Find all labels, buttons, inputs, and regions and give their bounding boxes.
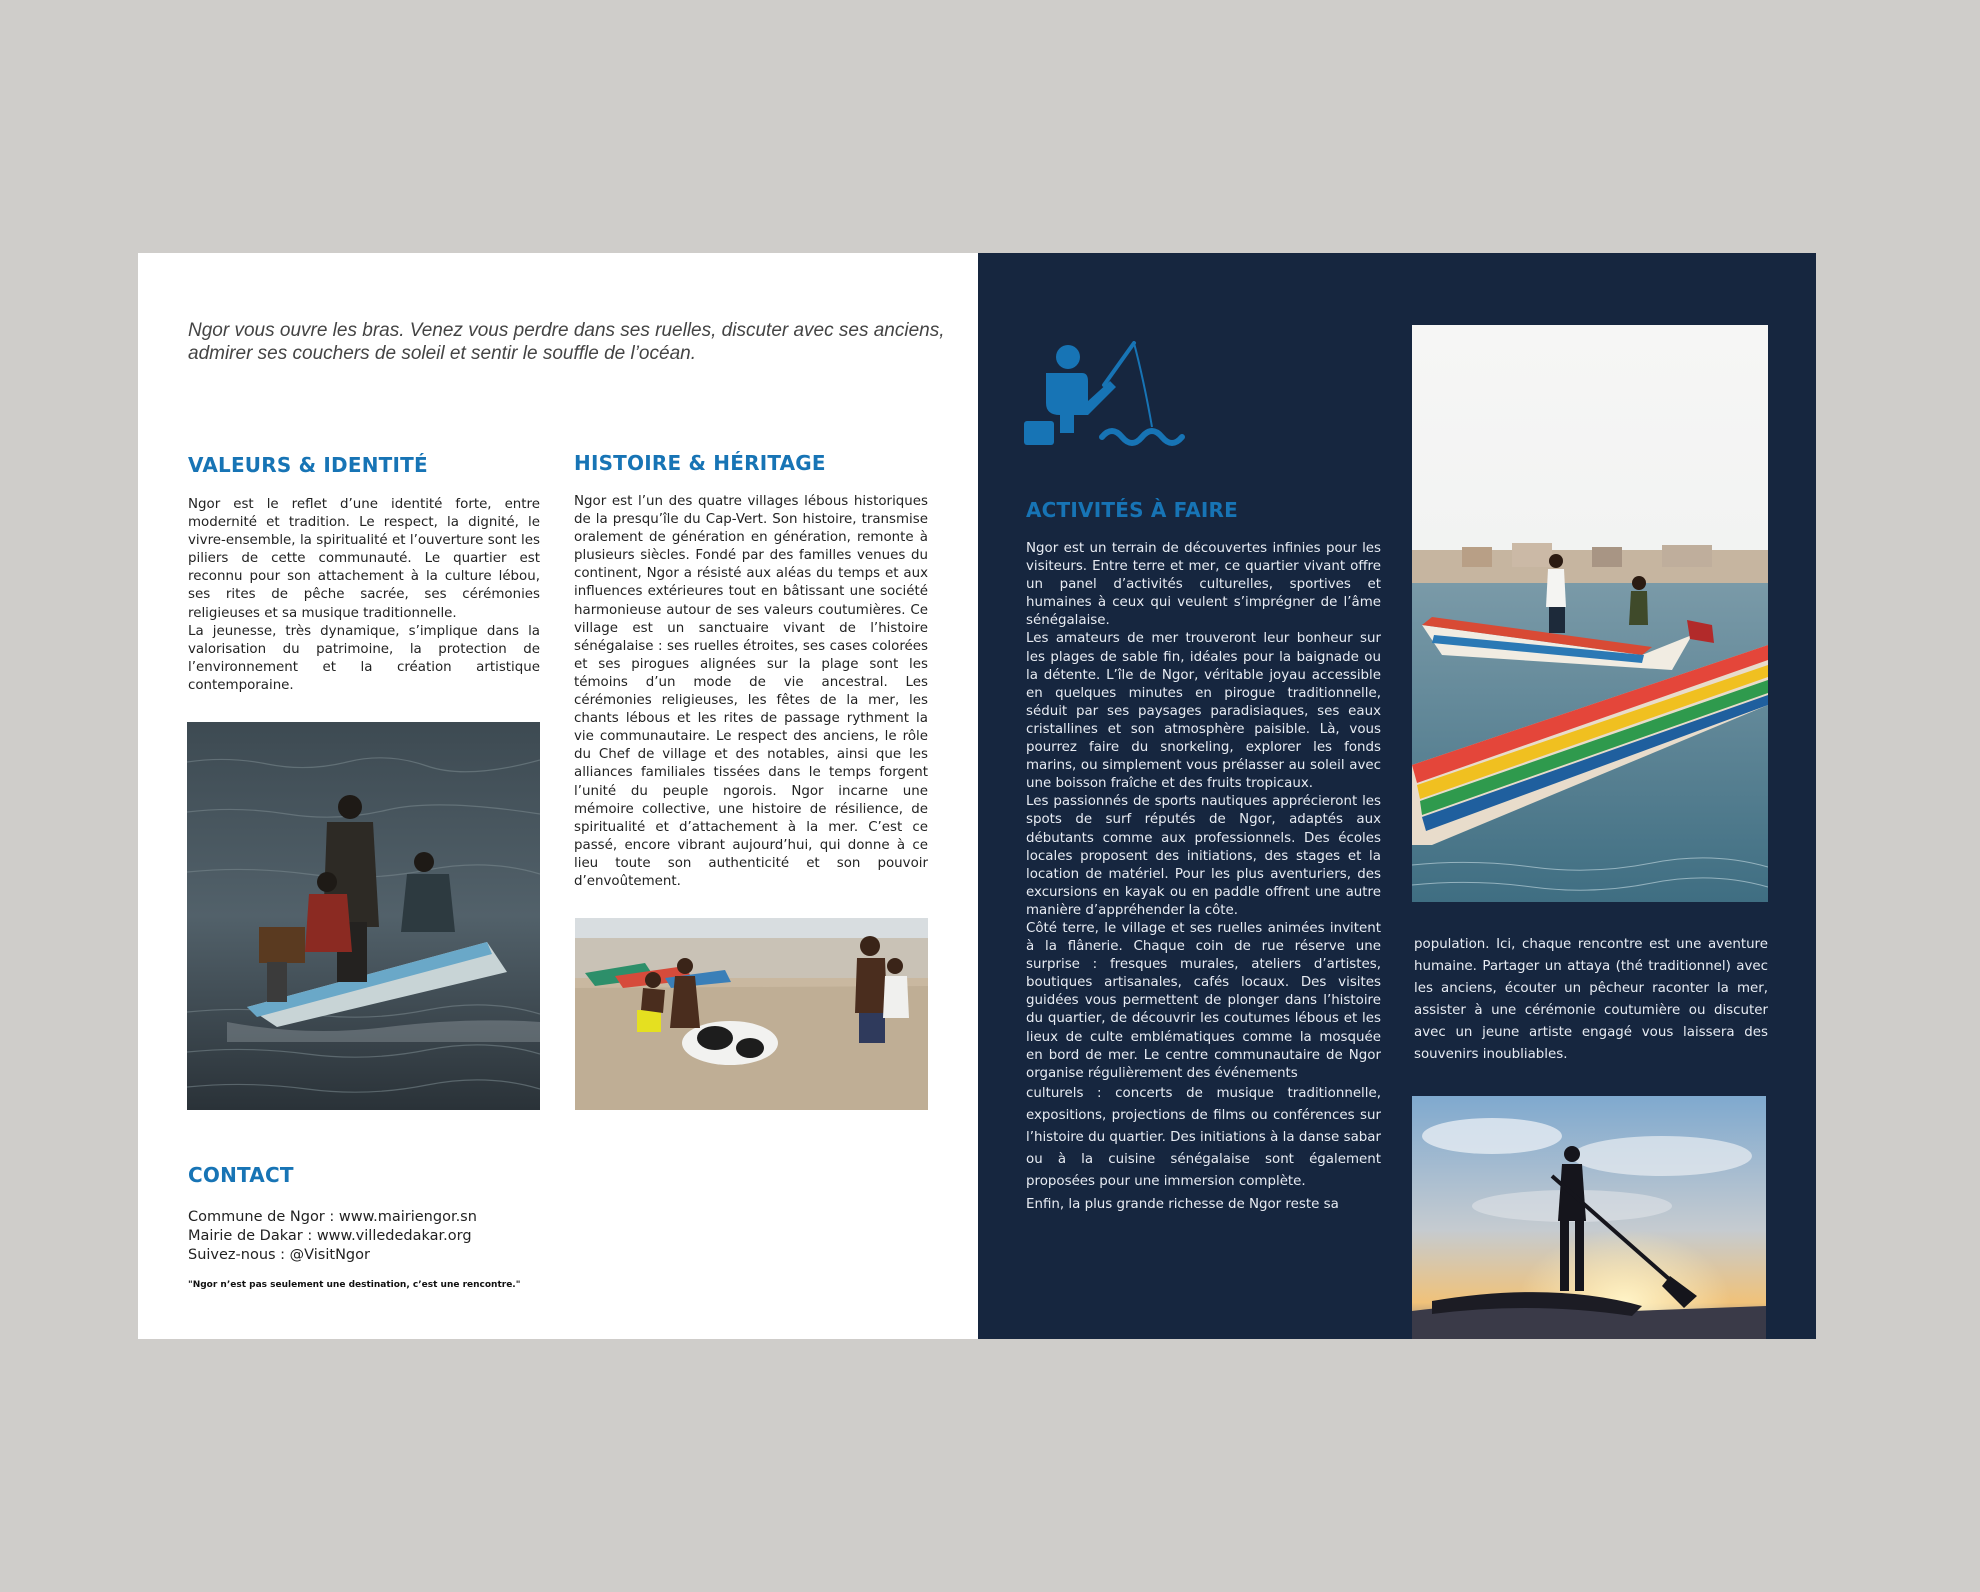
histoire-title: HISTOIRE & HÉRITAGE bbox=[574, 451, 826, 475]
activites-title: ACTIVITÉS À FAIRE bbox=[1026, 498, 1239, 522]
histoire-text bbox=[574, 493, 928, 891]
left-page bbox=[138, 253, 978, 1339]
activites-paragraph-1: Ngor est un terrain de découvertes infinies pour les visiteurs. Entre terre et mer, ce quartier vivant offre un panel d’activités culturelles, sportives et humaines à ceux qui veulent s’imprégner de l’âme sénégalaise. bbox=[1026, 541, 1381, 629]
valeurs-title: VALEURS & IDENTITÉ bbox=[188, 453, 428, 477]
valeurs-paragraph-2: La jeunesse, très dynamique, s’implique dans la valorisation du patrimoine, la protection de l’environnement et la création artistique contemporaine. bbox=[188, 623, 540, 693]
brochure-spread bbox=[138, 253, 1816, 1339]
contact-commune: Commune de Ngor : www.mairiengor.sn bbox=[188, 1209, 477, 1225]
contact-social: Suivez-nous : @VisitNgor bbox=[188, 1247, 370, 1263]
activites-paragraph-5: Enfin, la plus grande richesse de Ngor reste sa bbox=[1026, 1196, 1339, 1212]
fishing-icon bbox=[1024, 341, 1194, 451]
fishermen-boat-photo bbox=[187, 722, 540, 1110]
activites-text bbox=[1026, 540, 1381, 1216]
right-page bbox=[978, 253, 1816, 1339]
activites-paragraph-2: Les amateurs de mer trouveront leur bonheur sur les plages de sable fin, idéales pour la baignade ou la détente. L’île de Ngor, véritable joyau accessible en quelques minutes en pirogue traditionnelle, séduit par ses paysages paradisiaques, ses eaux cristallines et son atmosphère paisible. Là, vous pourrez faire du snorkeling, explorer les fonds marins, ou simplement vous prélasser au soleil avec une boisson fraîche et des fruits tropicaux. bbox=[1026, 631, 1381, 792]
pirogues-photo bbox=[1412, 325, 1768, 902]
valeurs-text bbox=[188, 496, 540, 695]
valeurs-paragraph-1: Ngor est le reflet d’une identité forte, entre modernité et tradition. Le respect, la dignité, le vivre-ensemble, la spiritualité et l’ouverture sont les piliers de cette communauté. Le quartier est reconnu pour son attachement à la culture lébou, ses rites de pêche sacrée, ses cérémonies religieuses et sa musique traditionnelle. bbox=[188, 497, 540, 621]
activites-paragraph-3: Les passionnés de sports nautiques apprécieront les spots de surf réputés de Ngor, adaptés aux débutants comme aux professionnels. Des écoles locales proposent des initiations, des stages et la location de matériel. Pour les plus aventuriers, des excursions en kayak ou en paddle offrent une autre manière d’appréhender la côte. bbox=[1026, 794, 1381, 918]
intro-text: Ngor vous ouvre les bras. Venez vous perdre dans ses ruelles, discuter avec ses anciens, admirer ses couchers de soleil et sentir le souffle de l’océan. bbox=[188, 320, 945, 364]
tagline-quote: "Ngor n’est pas seulement une destination, c’est une rencontre." bbox=[188, 1280, 521, 1290]
activites-paragraph-4: Côté terre, le village et ses ruelles animées invitent à la flânerie. Chaque coin de rue réserve une surprise : fresques murales, ateliers d’artistes, boutiques artisanales, cafés locaux. Des visites guidées vous permettent de plonger dans l’histoire du quartier, de découvrir les coutumes lébous et les lieux de culte emblématiques comme la mosquée en bord de mer. Le centre communautaire de Ngor organise régulièrement des événements bbox=[1026, 920, 1381, 1081]
contact-lines bbox=[188, 1208, 477, 1265]
children-beach-photo bbox=[575, 918, 928, 1110]
activites-paragraph-4b: culturels : concerts de musique traditionnelle, expositions, projections de films ou conférences sur l’histoire du quartier. Des initiations à la danse sabar ou à la cuisine sénégalaise sont également proposées pour une immersion complète. bbox=[1026, 1085, 1381, 1189]
contact-mairie: Mairie de Dakar : www.villededakar.org bbox=[188, 1228, 472, 1244]
activites-continued-text bbox=[1414, 934, 1768, 1066]
paddle-sunset-photo bbox=[1412, 1096, 1766, 1339]
histoire-paragraph: Ngor est l’un des quatre villages lébous historiques de la presqu’île du Cap-Vert. Son histoire, transmise oralement de génération en génération, remonte à plusieurs siècles. Fondé par des familles venues du continent, Ngor a résisté aux aléas du temps et aux influences extérieures tout en bâtissant une société harmonieuse autour de ses valeurs coutumières. Ce village est un sanctuaire vivant de l’histoire sénégalaise : ses ruelles étroites, ses cases colorées et ses pirogues alignées sur la plage sont les témoins d’un mode de vie ancestral. Les cérémonies religieuses, les fêtes de la mer, les chants lébous et les rites de passage rythment la vie communautaire. Le respect des anciens, le rôle du Chef de village et des notables, ainsi que les alliances familiales tissées dans le temps forgent l’unité du peuple ngorois. Ngor incarne une mémoire collective, une histoire de résilience, de spiritualité et d’attachement à la mer. C’est ce passé, encore vibrant aujourd’hui, qui donne à ce lieu toute son authenticité et son pouvoir d’envoûtement. bbox=[574, 494, 928, 889]
contact-title: CONTACT bbox=[188, 1163, 294, 1187]
activites-paragraph-6: population. Ici, chaque rencontre est une aventure humaine. Partager un attaya (thé traditionnel) avec les anciens, écouter un pêcheur raconter la mer, assister à une cérémonie coutumière ou discuter avec un jeune artiste engagé vous laissera des souvenirs inoubliables. bbox=[1414, 937, 1768, 1062]
